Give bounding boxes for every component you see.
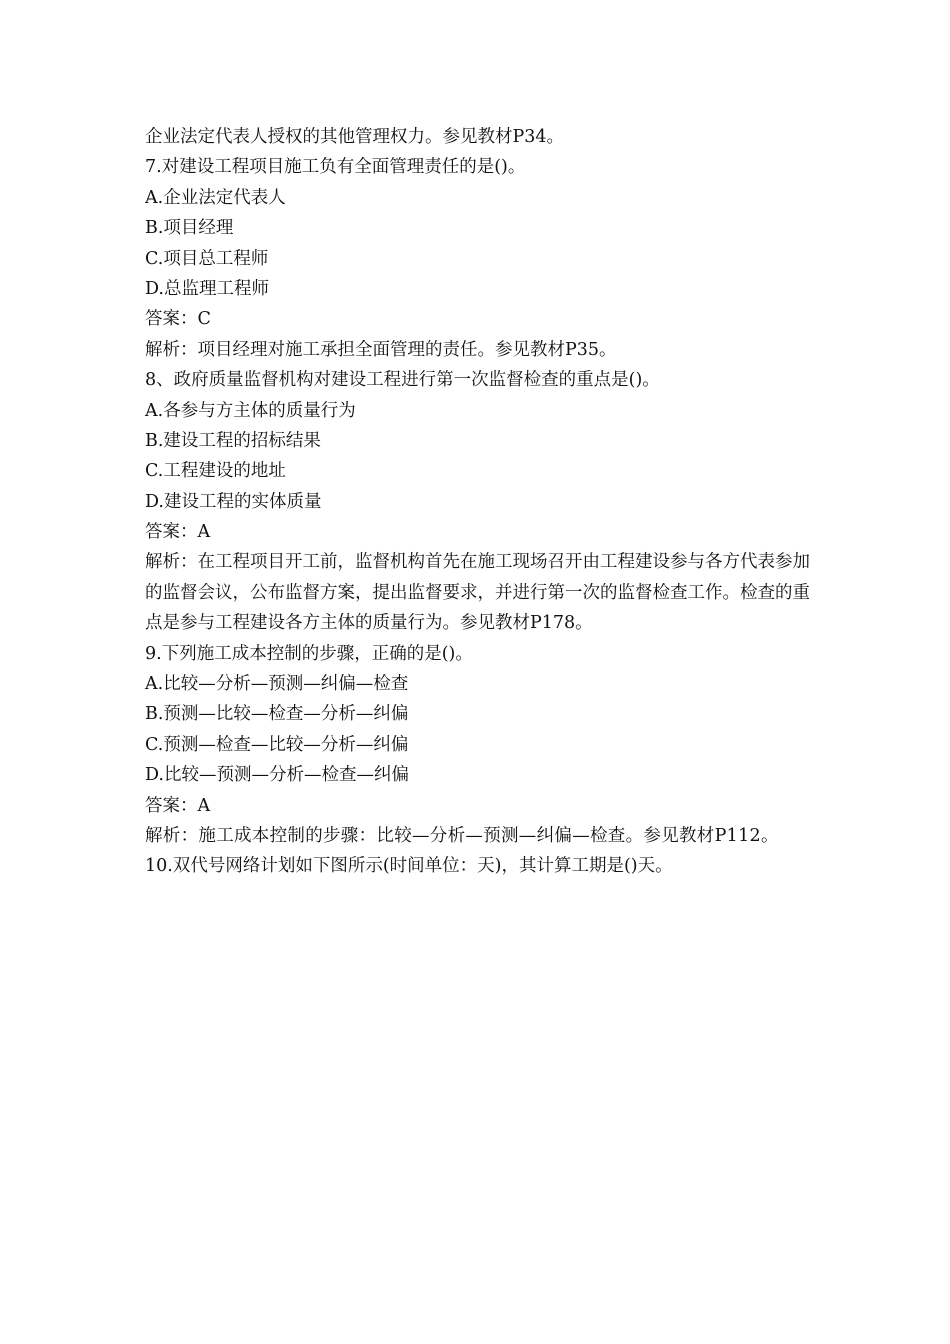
option-a: A.比较—分析—预测—纠偏—检查 (145, 674, 409, 695)
option-c: C.项目总工程师 (145, 248, 269, 269)
option-b: B.项目经理 (145, 218, 234, 239)
question-text: 7.对建设工程项目施工负有全面管理责任的是()。 (145, 157, 526, 178)
option-a: A.各参与方主体的质量行为 (145, 400, 356, 421)
analysis: 解析：在工程项目开工前，监督机构首先在施工现场召开由工程建设参与各方代表参加的监督会议，公布监督方案，提出监督要求，并进行第一次的监督检查工作。检查的重点是参与工程建设各方主体的质量行为。参见教材P178。 (145, 552, 810, 634)
option-a: A.企业法定代表人 (145, 187, 286, 208)
analysis: 解析：施工成本控制的步骤：比较—分析—预测—纠偏—检查。参见教材P112。 (145, 826, 779, 847)
question-text: 10.双代号网络计划如下图所示(时间单位：天)，其计算工期是()天。 (145, 856, 673, 877)
question-10 (145, 851, 810, 881)
document-page (145, 122, 810, 882)
option-d: D.建设工程的实体质量 (145, 491, 322, 512)
answer: 答案：A (145, 522, 211, 543)
continuation-text: 企业法定代表人授权的其他管理权力。参见教材P34。 (145, 127, 565, 147)
question-9 (145, 639, 810, 852)
question-7 (145, 152, 810, 365)
answer: 答案：A (145, 795, 211, 816)
option-d: D.总监理工程师 (145, 278, 269, 299)
option-c: C.预测—检查—比较—分析—纠偏 (145, 734, 409, 755)
analysis: 解析：项目经理对施工承担全面管理的责任。参见教材P35。 (145, 339, 617, 360)
option-d: D.比较—预测—分析—检查—纠偏 (145, 765, 409, 786)
question-8 (145, 365, 810, 639)
option-b: B.预测—比较—检查—分析—纠偏 (145, 704, 409, 725)
answer: 答案：C (145, 309, 211, 330)
option-c: C.工程建设的地址 (145, 461, 286, 482)
question-text: 9.下列施工成本控制的步骤，正确的是()。 (145, 643, 473, 664)
option-b: B.建设工程的招标结果 (145, 430, 321, 451)
question-text: 8、政府质量监督机构对建设工程进行第一次监督检查的重点是()。 (145, 370, 660, 391)
